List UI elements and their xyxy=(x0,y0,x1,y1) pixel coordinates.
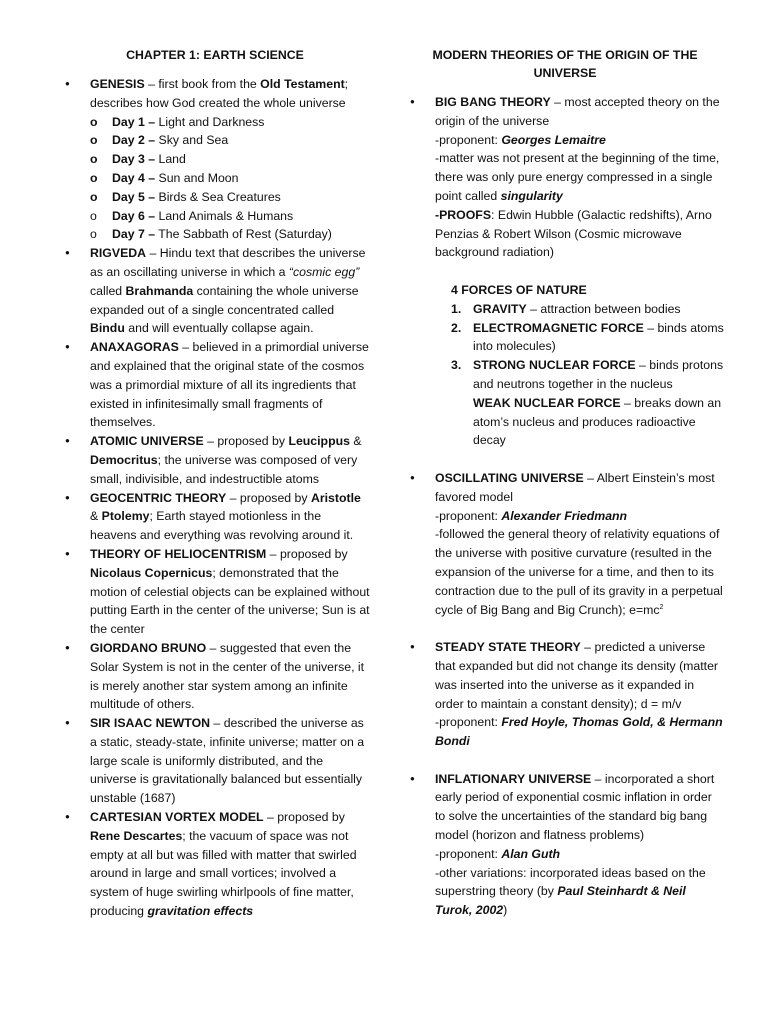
term-vortex: CARTESIAN VORTEX MODEL xyxy=(90,810,264,825)
left-column xyxy=(60,46,370,921)
day-label: Day 7 – xyxy=(112,227,156,242)
democritus: Democritus xyxy=(90,452,158,467)
text: – most accepted theory on the origin of the universe xyxy=(435,95,720,128)
force-text: – binds protons and neutrons together in the nucleus xyxy=(473,358,724,391)
old-testament: Old Testament xyxy=(260,77,345,91)
proponent-label: -proponent: xyxy=(435,508,502,523)
day-text: Sky and Sea xyxy=(155,133,229,148)
term-anaxagoras: ANAXAGORAS xyxy=(90,340,179,355)
day-item xyxy=(90,207,370,226)
text: & xyxy=(349,434,362,449)
text: ; demonstrated that the motion of celestial objects can be explained without putting Earth in the center of the universe; Sun is at the center xyxy=(90,565,370,637)
force-number: 2. xyxy=(451,320,462,335)
term-bruno: GIORDANO BRUNO xyxy=(90,640,207,655)
term-big-bang: BIG BANG THEORY xyxy=(435,95,551,109)
spacer xyxy=(405,619,725,638)
text: : Edwin Hubble (Galactic redshifts), Arno Penzias & Robert Wilson (Cosmic microwave background radiation) xyxy=(435,207,712,260)
proponent-label: -proponent: xyxy=(435,715,502,730)
term-heliocentrism: THEORY OF HELIOCENTRISM xyxy=(90,546,267,561)
text: ) xyxy=(503,903,508,918)
forces-section xyxy=(405,281,725,450)
list-item-rigveda xyxy=(60,244,370,338)
term-newton: SIR ISAAC NEWTON xyxy=(90,716,211,731)
day-item xyxy=(90,150,370,169)
text: and will eventually collapse again. xyxy=(124,321,314,336)
spacer xyxy=(405,262,725,281)
section-title: MODERN THEORIES OF THE ORIGIN OF THE UNIVERSE xyxy=(432,48,698,80)
list-item-vortex xyxy=(60,808,370,921)
proponent-label: -proponent: xyxy=(435,846,502,861)
term-steady-state: STEADY STATE THEORY xyxy=(435,640,581,655)
bindu: Bindu xyxy=(90,321,125,336)
bullet-marker: o xyxy=(90,114,98,129)
chapter-title: CHAPTER 1: EARTH SCIENCE xyxy=(126,48,304,62)
force-number: 1. xyxy=(451,301,462,316)
list-item-anaxagoras xyxy=(60,338,370,432)
list-item-heliocentrism xyxy=(60,545,370,639)
force-text: – attraction between bodies xyxy=(526,301,681,316)
ancient-theories-list xyxy=(60,75,370,921)
text: – proposed by xyxy=(266,546,348,561)
text: -other variations: incorporated ideas based on the superstring theory (by xyxy=(435,865,706,899)
text: – first book from the xyxy=(144,77,261,91)
day-text: Birds & Sea Creatures xyxy=(155,189,281,204)
force-term: STRONG NUCLEAR FORCE xyxy=(473,358,636,373)
day-text: Sun and Moon xyxy=(155,170,239,185)
text: -followed the general theory of relativity equations of the universe with positive curvature (resulted in the expansion of the universe for a time, and then to its contraction due to the pull of its gravity in a perpetual cycle of Big Bang and Big Crunch); e=mc xyxy=(435,527,723,617)
list-item-genesis xyxy=(60,75,370,244)
day-label: Day 6 – xyxy=(112,208,156,223)
day-text: Land xyxy=(155,152,186,167)
day-label: Day 5 – xyxy=(112,189,156,204)
list-item-steady-state xyxy=(405,638,725,751)
text: – predicted a universe that expanded but did not change its density (matter was inserted into the universe as it expanded in order to maintain a constant density); d = m/v xyxy=(435,640,719,711)
force-item xyxy=(451,300,725,319)
force-item xyxy=(451,319,725,357)
list-item-atomic-universe xyxy=(60,432,370,488)
day-label: Day 2 – xyxy=(112,133,156,148)
day-item xyxy=(90,188,370,207)
force-text: – breaks down an atom’s nucleus and produces radioactive decay xyxy=(473,395,722,448)
forces-list xyxy=(451,300,725,450)
list-item-bruno xyxy=(60,639,370,714)
modern-theories-list xyxy=(405,93,725,262)
text: ; describes how God created the whole universe xyxy=(90,77,349,110)
term-rigveda: RIGVEDA xyxy=(90,246,147,261)
proponent-lemaitre: Georges Lemaitre xyxy=(501,132,606,147)
ptolemy: Ptolemy xyxy=(101,509,150,524)
term-atomic-universe: ATOMIC UNIVERSE xyxy=(90,434,204,449)
force-term: WEAK NUCLEAR FORCE xyxy=(473,395,621,410)
day-item xyxy=(90,169,370,188)
text: ; Earth stayed motionless in the heavens and everything was revolving around it. xyxy=(90,509,354,543)
cosmic-egg: “cosmic egg” xyxy=(288,264,360,279)
superscript: 2 xyxy=(659,603,664,611)
text: – proposed by xyxy=(226,490,311,505)
text: – proposed by xyxy=(203,434,289,449)
text: ; the vacuum of space was not empty at all but was filled with matter that swirled around in large and small vortices; involved a system of huge swirling whirlpools of fine matter, producing xyxy=(90,828,357,919)
force-item xyxy=(451,394,725,450)
modern-theories-list-4 xyxy=(405,770,725,920)
text: – Albert Einstein’s most favored model xyxy=(435,470,715,504)
list-item-geocentric xyxy=(60,489,370,545)
aristotle: Aristotle xyxy=(310,490,361,505)
proofs-label: -PROOFS xyxy=(435,207,492,222)
singularity: singularity xyxy=(500,188,563,203)
day-label: Day 4 – xyxy=(112,170,156,185)
day-text: The Sabbath of Rest (Saturday) xyxy=(155,227,332,242)
descartes: Rene Descartes xyxy=(90,828,183,843)
authors-steinhardt-turok: Paul Steinhardt & Neil Turok, 2002 xyxy=(435,884,686,918)
day-text: Light and Darkness xyxy=(155,114,265,129)
text: – suggested that even the Solar System is not in the center of the universe, it is merely another star system among an infinite multitude of others. xyxy=(90,640,365,712)
force-term: ELECTROMAGNETIC FORCE xyxy=(473,320,644,335)
text: -matter was not present at the beginning of the time, there was only pure energy compressed in a single point called xyxy=(435,151,720,203)
bullet-marker: o xyxy=(90,133,98,148)
day-item xyxy=(90,225,370,244)
list-item-big-bang xyxy=(405,93,725,262)
creation-days-list xyxy=(90,113,370,245)
force-term: GRAVITY xyxy=(473,301,527,316)
modern-theories-list-3 xyxy=(405,638,725,751)
list-item-oscillating xyxy=(405,469,725,619)
bullet-marker: o xyxy=(90,189,98,204)
term-oscillating: OSCILLATING UNIVERSE xyxy=(435,470,584,485)
text: & xyxy=(90,509,102,524)
force-item xyxy=(451,356,725,394)
bullet-marker: o xyxy=(90,208,97,223)
force-text: – binds atoms into molecules) xyxy=(473,320,724,354)
text: called xyxy=(90,283,126,298)
leucippus: Leucippus xyxy=(288,434,350,449)
force-number: 3. xyxy=(451,358,462,373)
day-item xyxy=(90,131,370,150)
brahmanda: Brahmanda xyxy=(125,283,194,298)
proponent-guth: Alan Guth xyxy=(501,846,561,861)
spacer xyxy=(405,450,725,469)
copernicus: Nicolaus Copernicus xyxy=(90,565,213,580)
bullet-marker: o xyxy=(90,227,97,242)
text: – Hindu text that describes the universe as an oscillating universe in which a xyxy=(90,246,366,279)
list-item-inflationary xyxy=(405,770,725,920)
day-text: Land Animals & Humans xyxy=(155,208,294,223)
text: – described the universe as a static, steady-state, infinite universe; matter on a large scale is uniformly distributed, and the universe is gravitationally balanced but essentially unstable (1687) xyxy=(90,716,365,806)
text: ; the universe was composed of very small, indivisible, and indestructible atoms xyxy=(90,452,358,486)
text: containing the whole universe expanded out of a single concentrated called xyxy=(90,283,359,317)
text: – believed in a primordial universe and explained that the original state of the cosmos was a primordial mixture of all its ingredients that existed in infinitesimally small fragments of themselves. xyxy=(90,340,369,430)
day-label: Day 1 – xyxy=(112,114,156,129)
term-genesis: GENESIS xyxy=(90,77,145,91)
modern-theories-list-2 xyxy=(405,469,725,619)
term-geocentric: GEOCENTRIC THEORY xyxy=(90,490,227,505)
bullet-marker: o xyxy=(90,152,98,167)
forces-heading: 4 FORCES OF NATURE xyxy=(451,282,587,297)
day-item xyxy=(90,113,370,132)
text: – proposed by xyxy=(263,810,345,825)
proponent-hoyle-gold-bondi: Fred Hoyle, Thomas Gold, & Hermann Bondi xyxy=(435,715,723,749)
day-label: Day 3 – xyxy=(112,152,156,167)
text: – incorporated a short early period of exponential cosmic inflation in order to solve the uncertainties of the standard big bang model (horizon and flatness problems) xyxy=(435,771,715,843)
list-item-newton xyxy=(60,714,370,808)
term-inflationary: INFLATIONARY UNIVERSE xyxy=(435,771,592,786)
bullet-marker: o xyxy=(90,170,98,185)
proponent-label: -proponent: xyxy=(435,132,502,147)
spacer xyxy=(405,751,725,770)
gravitation-effects: gravitation effects xyxy=(147,904,254,919)
right-column xyxy=(405,46,725,920)
proponent-friedmann: Alexander Friedmann xyxy=(501,508,628,523)
